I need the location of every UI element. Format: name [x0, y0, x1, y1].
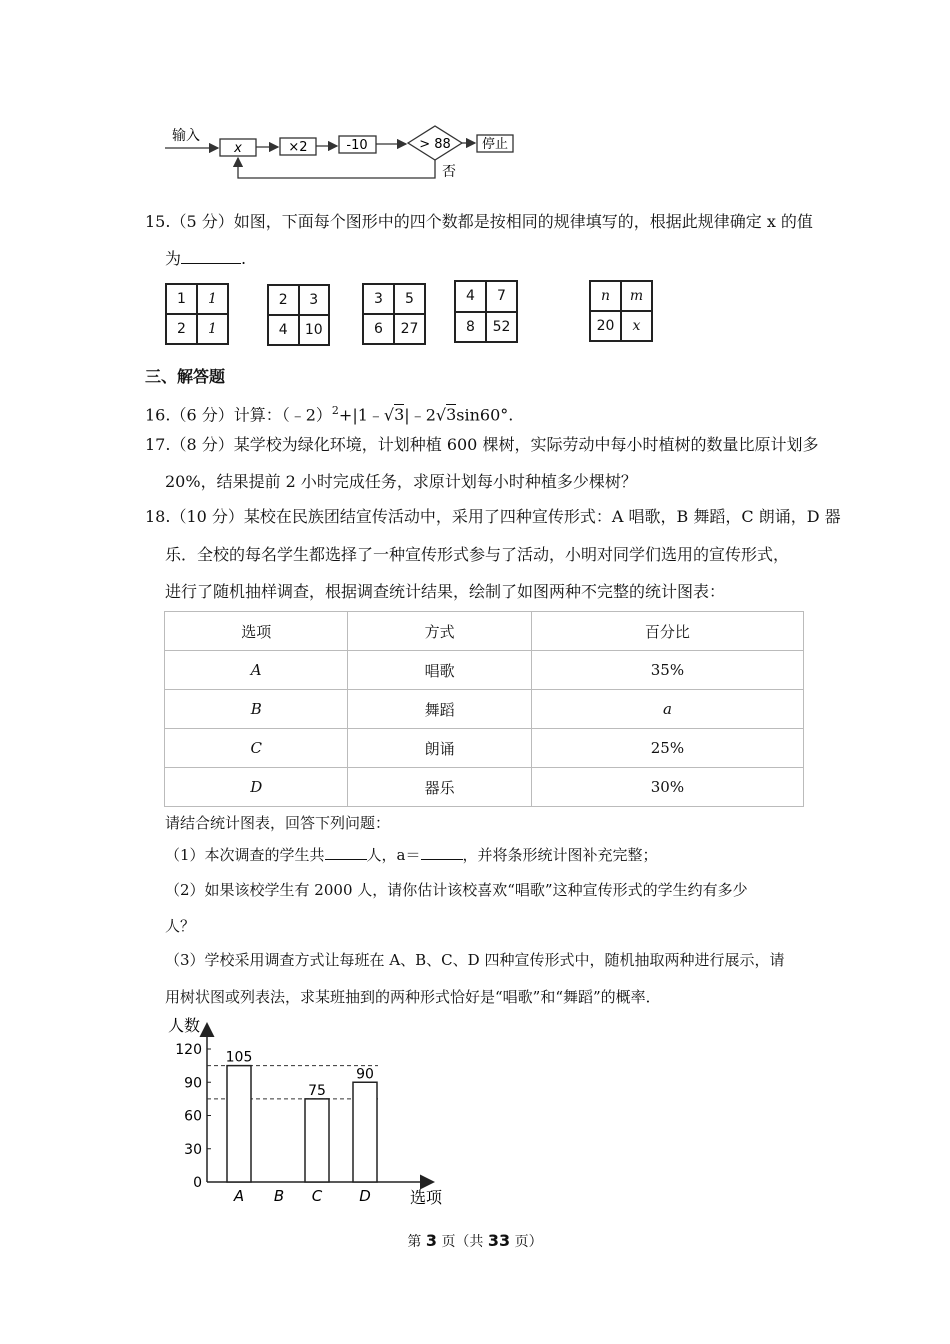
sqrt-symbol-2: √: [435, 405, 447, 425]
bar: [305, 1099, 329, 1182]
bar-value-label: 75: [308, 1082, 326, 1099]
flow-decision-label: > 88: [419, 137, 451, 152]
q18-sub3-line-1: （3）学校采用调查方式让每班在 A、B、C、D 四种宣传形式中，随机抽取两种进行展示，请: [165, 951, 785, 969]
flow-box-minus-label: -10: [346, 138, 368, 153]
bar-value-label: 90: [356, 1066, 374, 1083]
q18-sub1-blank-a: [421, 859, 463, 860]
q15-grid-5: n m 20 x: [589, 280, 653, 342]
flowchart: [160, 120, 530, 182]
q15-grid-3: 3 5 6 27: [362, 283, 426, 345]
table-row: C 朗诵 25%: [165, 729, 804, 768]
flow-box-mult-label: ×2: [288, 140, 308, 155]
page-number: 3: [425, 1231, 437, 1250]
q15-grid-1: 1 1 2 1: [165, 283, 229, 345]
q18-sub2-line-2: 人？: [165, 917, 196, 935]
x-tick-label: B: [273, 1187, 285, 1205]
q15-number: 15.: [145, 212, 171, 231]
q18-line-1: 18.（10 分）某校在民族团结宣传活动中，采用了四种宣传形式：A 唱歌，B 舞蹈，C 朗诵，D 器: [145, 507, 841, 526]
y-tick-label: 60: [184, 1108, 202, 1125]
flow-stop-label: 停止: [481, 137, 509, 152]
bar: [227, 1066, 251, 1182]
table-header-cell: 方式: [348, 612, 531, 651]
flow-box-x-label: x: [234, 141, 242, 156]
sqrt-symbol-1: √: [383, 405, 395, 425]
flow-input-label: 输入: [172, 128, 200, 144]
bar-chart: [160, 1015, 460, 1210]
q15-grid-2: 2 3 4 10: [267, 284, 330, 346]
table-row: D 器乐 30%: [165, 768, 804, 807]
table-row: B 舞蹈 a: [165, 690, 804, 729]
q18-sub1: （1）本次调查的学生共 人，a＝ ，并将条形统计图补充完整；: [165, 846, 658, 864]
q18-line-2: 乐．全校的每名学生都选择了一种宣传形式参与了活动，小明对同学们选用的宣传形式，: [165, 545, 790, 564]
q15-text: 如图，下面每个图形中的四个数都是按相同的规律填写的，根据此规律确定 x 的值: [233, 212, 813, 231]
table-header-cell: 选项: [165, 612, 348, 651]
table-header-row: [165, 612, 804, 651]
x-tick-label: D: [359, 1187, 371, 1205]
section-title: 三、解答题: [145, 367, 226, 386]
q18-stat-table: [164, 611, 804, 807]
y-tick-label: 120: [175, 1042, 202, 1058]
table-header-cell: 百分比: [531, 612, 803, 651]
q17-line-2: 20%，结果提前 2 小时完成任务，求原计划每小时种植多少棵树？: [165, 472, 637, 491]
q18-prompt: 请结合统计图表，回答下列问题：: [165, 814, 391, 832]
bar-value-label: 105: [225, 1049, 253, 1066]
q15-line-1: [145, 212, 813, 232]
x-tick-label: A: [233, 1187, 245, 1205]
flow-no-label: 否: [442, 164, 456, 180]
page-total: 33: [487, 1231, 511, 1250]
page-footer: 第 3 页（共 33 页）: [407, 1231, 543, 1250]
flow-loop-line: [238, 158, 435, 178]
q15-line-2: 为 .: [165, 249, 247, 268]
y-axis-label: 人数: [168, 1016, 201, 1035]
q18-sub3-line-2: 用树状图或列表法，求某班抽到的两种形式恰好是“唱歌”和“舞蹈”的概率．: [165, 988, 661, 1006]
table-row: A 唱歌 35%: [165, 651, 804, 690]
q18-line-3: 进行了随机抽样调查，根据调查统计结果，绘制了如图两种不完整的统计图表：: [165, 582, 726, 601]
q15-score: （5 分）: [170, 212, 234, 231]
q18-sub2-line-1: （2）如果该校学生有 2000 人，请你估计该校喜欢“唱歌”这种宣传形式的学生约有多少: [165, 881, 748, 899]
q16-line: 16.（6 分）计算：（﹣2）$^2$+|1﹣√3|﹣2√3sin60°.: [145, 404, 514, 425]
y-tick-label: 90: [184, 1075, 202, 1092]
y-tick-label: 0: [193, 1175, 202, 1191]
q15-answer-blank: [181, 263, 241, 264]
q15-grid-4: 4 7 8 52: [454, 280, 518, 343]
x-tick-label: C: [311, 1187, 323, 1205]
q17-line-1: 17.（8 分）某学校为绿化环境，计划种植 600 棵树，实际劳动中每小时植树的数量比原计划多: [145, 435, 819, 454]
y-tick-label: 30: [184, 1141, 202, 1158]
q18-sub1-blank-count: [325, 859, 367, 860]
bar: [353, 1082, 377, 1182]
x-axis-label: 选项: [410, 1188, 443, 1207]
